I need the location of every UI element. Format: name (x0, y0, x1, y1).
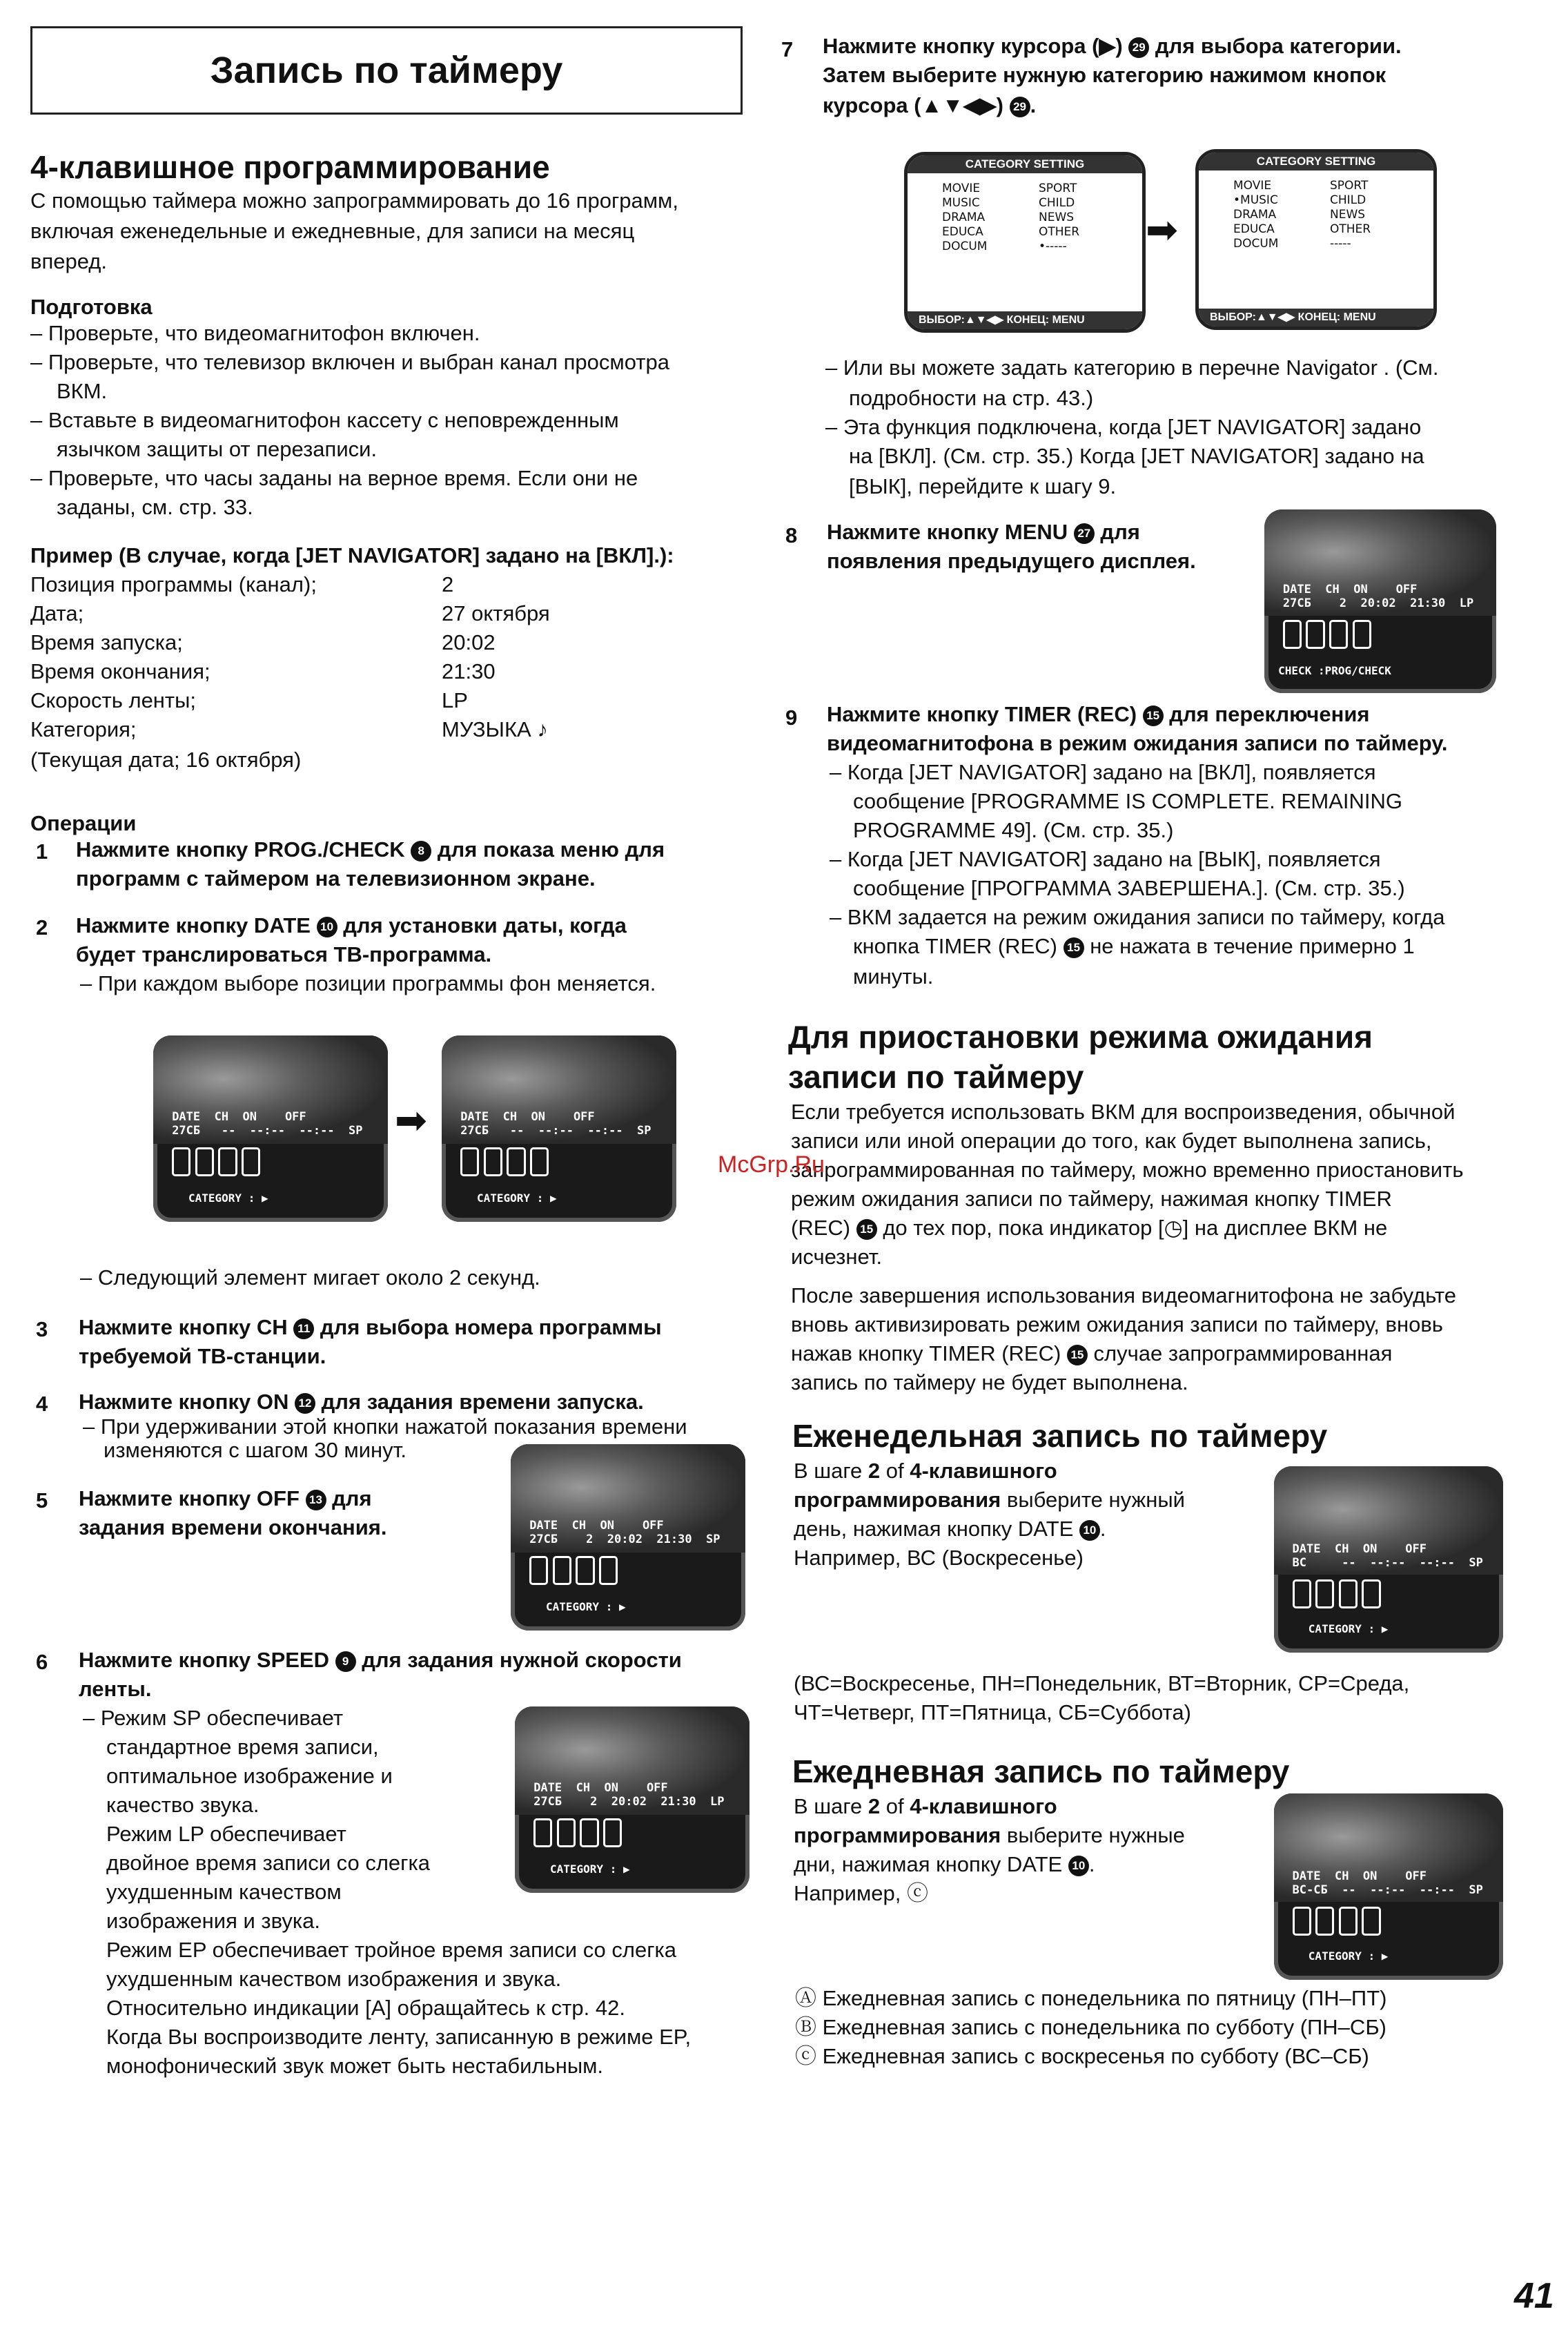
screen-values: 27СБ -- --:-- --:-- SP (172, 1124, 363, 1138)
step-text: Нажмите кнопку TIMER (REC) (827, 702, 1143, 726)
step-text: Нажмите кнопку курсора (▶) (823, 34, 1129, 58)
step-text: Нажмите кнопку SPEED (79, 1648, 335, 1672)
step-6-line: Когда Вы воспроизводите ленту, записанную в режиме EP, (106, 2025, 692, 2049)
category-item: DRAMA (942, 211, 986, 224)
step-text: Нажмите кнопку ON (79, 1390, 295, 1414)
screen-header: DATE CH ON OFF (1282, 583, 1418, 596)
category-item: •MUSIC (1233, 193, 1278, 207)
step-text: для задания нужной скорости (355, 1648, 682, 1672)
step-9-sub-cont: сообщение [ПРОГРАММА ЗАВЕРШЕНА.]. (См. стр. 35.) (853, 876, 1405, 900)
prep-item: – Проверьте, что видеомагнитофон включен. (30, 319, 480, 348)
intro-line: С помощью таймера можно запрограммировать до 16 программ, (30, 188, 678, 213)
step-9-sub: – ВКМ задается на режим ожидания записи по таймеру, когда (830, 903, 1444, 932)
step-number: 3 (36, 1317, 48, 1341)
step-number: 9 (785, 706, 798, 730)
step-text: не нажата в течение примерно 1 (1084, 934, 1415, 958)
step-7-sub-cont: подробности на стр. 43.) (849, 386, 1094, 410)
para-text: 2 (868, 1794, 881, 1818)
para-text: 4-клавишного (910, 1794, 1057, 1818)
example-key: Категория; (30, 717, 137, 741)
category-item: •----- (1039, 240, 1067, 253)
step-4-sub-cont: изменяются с шагом 30 минут. (104, 1438, 407, 1462)
example-value: 27 октября (442, 601, 550, 625)
screen-category: CATEGORY : ▶ (1308, 1949, 1389, 1963)
prep-item: – Вставьте в видеомагнитофон кассету с неповрежденным (30, 406, 619, 435)
step-7-text-2: Затем выберите нужную категорию нажимом кнопок (823, 63, 1386, 87)
button-number-icon: 9 (335, 1651, 356, 1672)
daily-option: ⓒ Ежедневная запись с воскресенья по субботу (ВС–СБ) (795, 2044, 1369, 2068)
current-date: (Текущая дата; 16 октября) (30, 748, 302, 772)
screen-values: 27СБ 2 20:02 21:30 LP (1282, 596, 1474, 610)
para-text: программирования (794, 1823, 1001, 1847)
weekly-line (794, 1457, 1057, 1486)
weekly-line (794, 1486, 1185, 1515)
example-value: 20:02 (442, 630, 496, 654)
watermark: McGrp.Ru (718, 1151, 825, 1178)
prep-item-cont: язычком защиты от перезаписи. (57, 437, 378, 461)
category-header: CATEGORY SETTING (908, 155, 1142, 173)
daily-option: Ⓐ Ежедневная запись с понедельника по пятницу (ПН–ПТ) (795, 1986, 1387, 2010)
screen-boxes (533, 1818, 622, 1847)
example-heading: Пример (В случае, когда [JET NAVIGATOR] задано на [ВКЛ].): (30, 543, 674, 567)
pause-para-line (791, 1214, 1387, 1243)
screen-boxes (172, 1147, 260, 1176)
pause-para-line: Если требуется использовать ВКМ для воспроизведения, обычной (791, 1100, 1456, 1124)
category-screen-1 (904, 152, 1146, 333)
button-number-icon: 12 (295, 1393, 315, 1414)
prep-item: – Проверьте, что телевизор включен и выбран канал просмотра (30, 348, 669, 377)
step-text: курсора (▲▼◀▶) (823, 93, 1010, 117)
prep-item: – Проверьте, что часы заданы на верное время. Если они не (30, 464, 638, 493)
screen-category: CATEGORY : ▶ (188, 1191, 268, 1205)
step-5-text (79, 1484, 372, 1513)
pause-para-line: исчезнет. (791, 1245, 883, 1269)
step-5-text-2: задания времени окончания. (79, 1515, 387, 1539)
step-text: Нажмите кнопку CH (79, 1315, 294, 1339)
step-6-line: качество звука. (106, 1793, 259, 1817)
category-item: OTHER (1330, 222, 1371, 236)
weekly-days: (ВС=Воскресенье, ПН=Понедельник, ВТ=Вторник, СР=Среда, (794, 1671, 1410, 1695)
daily-line (794, 1850, 1095, 1879)
para-text: (REC) (791, 1216, 856, 1240)
button-number-icon: 15 (1067, 1345, 1088, 1365)
screen-boxes (460, 1147, 549, 1176)
pause-para-line: вновь активизировать режим ожидания записи по таймеру, вновь (791, 1312, 1443, 1336)
category-item: NEWS (1330, 208, 1366, 222)
category-item: SPORT (1039, 182, 1077, 195)
screen-boxes (1283, 620, 1371, 649)
tv-screen-speed (515, 1706, 749, 1893)
para-text: of (880, 1459, 910, 1483)
example-value: 2 (442, 572, 454, 596)
step-9-sub-cont (853, 932, 1415, 961)
step-6-line: Относительно индикации [A] обращайтесь к стр. 42. (106, 1996, 625, 2020)
prep-item-cont: заданы, см. стр. 33. (57, 495, 253, 519)
ops-heading: Операции (30, 811, 137, 835)
step-text: Нажмите кнопку PROG./CHECK (76, 837, 411, 862)
screen-header: DATE CH ON OFF (172, 1110, 306, 1124)
step-6-line: ухудшенным качеством (106, 1880, 342, 1904)
screen-values: 27СБ 2 20:02 21:30 SP (529, 1533, 721, 1546)
step-number: 8 (785, 523, 798, 547)
para-text: программирования (794, 1488, 1001, 1512)
step-6-line: – Режим SP обеспечивает (83, 1704, 343, 1733)
button-number-icon: 8 (411, 841, 431, 862)
category-item: CHILD (1039, 196, 1075, 210)
category-footer: ВЫБОР:▲▼◀▶ КОНЕЦ: MENU (908, 311, 1142, 329)
para-text: дни, нажимая кнопку DATE (794, 1852, 1068, 1876)
step-2-text-2: будет транслироваться ТВ-программа. (76, 942, 492, 966)
daily-line: Например, ⓒ (794, 1881, 928, 1905)
step-8-text (827, 518, 1140, 547)
button-number-icon: 10 (1079, 1520, 1100, 1541)
tv-screen-off (511, 1444, 745, 1631)
daily-heading: Ежедневная запись по таймеру (792, 1753, 1290, 1789)
button-number-icon: 13 (306, 1490, 326, 1510)
step-6-line: двойное время записи со слегка (106, 1851, 430, 1875)
prep-heading: Подготовка (30, 295, 153, 319)
category-item: DOCUM (1233, 237, 1279, 251)
screen-category: CATEGORY : ▶ (477, 1191, 557, 1205)
para-text: день, нажимая кнопку DATE (794, 1517, 1079, 1541)
screen-values: 27СБ 2 20:02 21:30 LP (533, 1795, 725, 1809)
prep-item-cont: ВКМ. (57, 379, 108, 403)
screen-header: DATE CH ON OFF (1292, 1542, 1427, 1556)
daily-line (794, 1792, 1057, 1821)
screen-boxes (529, 1556, 618, 1585)
step-9-sub-cont: минуты. (853, 964, 934, 989)
step-7-sub: – Или вы можете задать категорию в перечне Navigator . (См. (825, 353, 1438, 382)
page-number: 41 (1514, 2276, 1554, 2316)
weekly-heading: Еженедельная запись по таймеру (792, 1418, 1328, 1454)
daily-option: Ⓑ Ежедневная запись с понедельника по субботу (ПН–СБ) (795, 2015, 1386, 2039)
step-6-line: Режим EP обеспечивает тройное время записи со слегка (106, 1938, 677, 1962)
para-text: до тех пор, пока индикатор [◷] на дисплее ВКМ не (876, 1216, 1388, 1240)
para-text: . (1088, 1852, 1095, 1876)
step-text: Нажмите кнопку DATE (76, 913, 317, 937)
pause-para-line: записи или иной операции до того, как будет выполнена запись, (791, 1129, 1432, 1153)
step-number: 6 (36, 1650, 48, 1674)
button-number-icon: 27 (1074, 523, 1095, 544)
daily-line (794, 1821, 1185, 1850)
tv-screen-weekly (1274, 1466, 1503, 1653)
screen-category: CATEGORY : ▶ (550, 1862, 630, 1876)
screen-category: CATEGORY : ▶ (546, 1600, 626, 1613)
example-key: Время окончания; (30, 659, 210, 683)
pause-para-line: режим ожидания записи по таймеру, нажимая кнопку TIMER (791, 1187, 1392, 1211)
screen-values: ВС -- --:-- --:-- SP (1292, 1556, 1483, 1570)
step-9-sub-cont: сообщение [PROGRAMME IS COMPLETE. REMAINING (853, 789, 1403, 813)
example-value: МУЗЫКА ♪ (442, 717, 548, 741)
button-number-icon: 15 (856, 1219, 877, 1240)
page-title: Запись по таймеру (210, 50, 563, 91)
button-number-icon: 15 (1064, 937, 1084, 958)
arrow-right-icon: ➡ (395, 1098, 427, 1142)
weekly-line: Например, ВС (Воскресенье) (794, 1546, 1084, 1570)
step-8-text-2: появления предыдущего дисплея. (827, 549, 1196, 573)
category-item: NEWS (1039, 211, 1075, 224)
pause-heading: Для приостановки режима ожидания (788, 1019, 1373, 1055)
screen-header: DATE CH ON OFF (529, 1519, 664, 1533)
para-text: случае запрограммированная (1087, 1341, 1393, 1365)
step-6-line: Режим LP обеспечивает (106, 1822, 346, 1846)
step-6-line: стандартное время записи, (106, 1735, 379, 1759)
step-3-text (79, 1313, 662, 1342)
para-text: 2 (868, 1459, 881, 1483)
category-item: CHILD (1330, 193, 1366, 207)
step-9-sub: – Когда [JET NAVIGATOR] задано на [ВЫК], появляется (830, 845, 1381, 874)
button-number-icon: 15 (1143, 706, 1164, 726)
step-7-sub-cont: [ВЫК], перейдите к шагу 9. (849, 474, 1117, 498)
step-1-text (76, 835, 665, 864)
step-6-line: монофонический звук может быть нестабильным. (106, 2054, 604, 2078)
step-2-note: – Следующий элемент мигает около 2 секунд. (80, 1263, 540, 1292)
step-number: 4 (36, 1392, 48, 1416)
pause-para-line: запись по таймеру не будет выполнена. (791, 1370, 1188, 1394)
step-4-sub: – При удерживании этой кнопки нажатой показания времени (83, 1412, 687, 1441)
screen-check-footer: CHECK :PROG/CHECK (1278, 664, 1391, 677)
step-7-text-3 (823, 91, 1036, 120)
step-text: для переключения (1163, 702, 1370, 726)
step-text: для установки даты, когда (337, 913, 627, 937)
tv-screen-daily (1274, 1793, 1503, 1980)
category-item: DRAMA (1233, 208, 1277, 222)
example-key: Скорость ленты; (30, 688, 197, 712)
pause-para-line: После завершения использования видеомагнитофона не забудьте (791, 1283, 1457, 1307)
example-value: 21:30 (442, 659, 496, 683)
step-text: для выбора категории. (1149, 34, 1402, 58)
pause-heading-2: записи по таймеру (788, 1059, 1084, 1095)
step-6-text-2: ленты. (79, 1677, 152, 1701)
category-item: EDUCA (1233, 222, 1275, 236)
pause-para-line (791, 1339, 1392, 1368)
button-number-icon: 29 (1010, 97, 1030, 117)
screen-category: CATEGORY : ▶ (1308, 1622, 1389, 1635)
category-item: DOCUM (942, 240, 988, 253)
step-text: для (1094, 520, 1140, 544)
step-7-text (823, 32, 1402, 61)
step-number: 7 (781, 37, 794, 61)
category-item: MOVIE (942, 182, 981, 195)
button-number-icon: 10 (317, 917, 337, 937)
step-2-text (76, 911, 627, 940)
category-item: EDUCA (942, 225, 983, 239)
step-6-line: изображения и звука. (106, 1909, 320, 1933)
para-text: of (880, 1794, 910, 1818)
screen-header: DATE CH ON OFF (533, 1781, 668, 1795)
step-9-text-2: видеомагнитофона в режим ожидания записи по таймеру. (827, 731, 1448, 755)
screen-boxes (1293, 1907, 1381, 1936)
category-item: MUSIC (942, 196, 980, 210)
tv-screen-date-1 (153, 1035, 388, 1222)
step-text: для выбора номера программы (314, 1315, 662, 1339)
category-item: OTHER (1039, 225, 1080, 239)
step-6-line: оптимальное изображение и (106, 1764, 393, 1788)
step-7-sub: – Эта функция подключена, когда [JET NAVIGATOR] задано (825, 413, 1421, 442)
para-text: . (1099, 1517, 1106, 1541)
para-text: В шаге (794, 1459, 868, 1483)
step-7-sub-cont: на [ВКЛ]. (См. стр. 35.) Когда [JET NAVIGATOR] задано на (849, 444, 1424, 468)
button-number-icon: 11 (293, 1319, 314, 1339)
category-header: CATEGORY SETTING (1199, 153, 1433, 171)
step-text: . (1030, 93, 1037, 117)
example-key: Время запуска; (30, 630, 183, 654)
category-item: ----- (1330, 237, 1351, 251)
arrow-right-icon: ➡ (1146, 208, 1178, 251)
button-number-icon: 29 (1128, 37, 1149, 58)
step-text: Нажмите кнопку OFF (79, 1486, 306, 1510)
screen-header: DATE CH ON OFF (1292, 1869, 1427, 1883)
category-item: SPORT (1330, 179, 1369, 193)
para-text: нажав кнопку TIMER (REC) (791, 1341, 1067, 1365)
step-number: 1 (36, 839, 48, 864)
step-9-sub-cont: PROGRAMME 49]. (См. стр. 35.) (853, 818, 1174, 842)
screen-boxes (1293, 1579, 1381, 1608)
weekly-days: ЧТ=Четверг, ПТ=Пятница, СБ=Суббота) (794, 1700, 1191, 1724)
para-text: В шаге (794, 1794, 868, 1818)
step-9-sub: – Когда [JET NAVIGATOR] задано на [ВКЛ], появляется (830, 758, 1376, 787)
category-item: MOVIE (1233, 179, 1272, 193)
para-text: выберите нужные (1001, 1823, 1185, 1847)
step-2-sub: – При каждом выборе позиции программы фон меняется. (80, 969, 656, 998)
step-9-text (827, 700, 1370, 729)
intro-line: включая еженедельные и ежедневные, для записи на месяц (30, 219, 635, 243)
tv-screen-date-2 (442, 1035, 676, 1222)
category-footer: ВЫБОР:▲▼◀▶ КОНЕЦ: MENU (1199, 309, 1433, 327)
weekly-line (794, 1515, 1106, 1544)
step-6-line: ухудшенным качеством изображения и звука. (106, 1967, 562, 1991)
step-text: для задания времени запуска. (315, 1390, 644, 1414)
category-screen-2 (1195, 149, 1437, 330)
step-number: 2 (36, 915, 48, 940)
screen-values: ВС-СБ -- --:-- --:-- SP (1292, 1883, 1483, 1897)
step-text: для показа меню для (431, 837, 665, 862)
para-text: выберите нужный (1001, 1488, 1185, 1512)
button-number-icon: 10 (1068, 1856, 1089, 1876)
para-text: 4-клавишного (910, 1459, 1057, 1483)
example-key: Дата; (30, 601, 84, 625)
title-box (30, 26, 743, 115)
pause-para-line: запрограммированная по таймеру, можно временно приостановить (791, 1158, 1464, 1182)
step-1-text-2: программ с таймером на телевизионном экране. (76, 866, 596, 891)
screen-header: DATE CH ON OFF (460, 1110, 595, 1124)
step-text: кнопка TIMER (REC) (853, 934, 1064, 958)
step-text: для (326, 1486, 372, 1510)
intro-line: вперед. (30, 249, 107, 273)
step-number: 5 (36, 1488, 48, 1512)
example-value: LP (442, 688, 468, 712)
tv-screen-check (1264, 509, 1496, 693)
section-heading: 4-клавишное программирование (30, 149, 550, 185)
step-3-text-2: требуемой ТВ-станции. (79, 1344, 326, 1368)
example-key: Позиция программы (канал); (30, 572, 317, 596)
step-6-text (79, 1646, 682, 1675)
step-text: Нажмите кнопку MENU (827, 520, 1074, 544)
screen-values: 27СБ -- --:-- --:-- SP (460, 1124, 651, 1138)
